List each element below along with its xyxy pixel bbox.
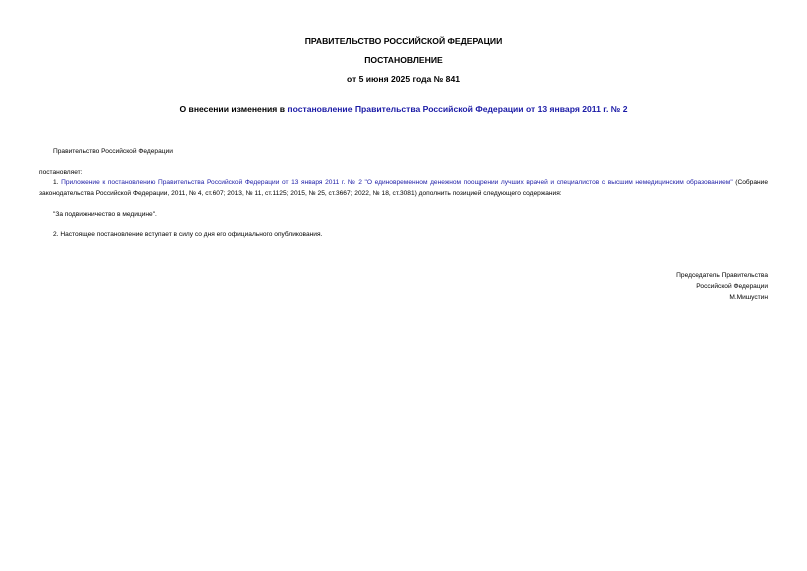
title-prefix: О внесении изменения в <box>179 104 288 114</box>
item-2-paragraph: 2. Настоящее постановление вступает в силу со дня его официального опубликования. <box>53 231 323 238</box>
government-text: Правительство Российской Федерации <box>53 148 173 155</box>
signature-name: М.Мишустин <box>729 294 768 301</box>
document-title <box>0 104 807 115</box>
signature-line-2: Российской Федерации <box>696 283 768 290</box>
item-1-rest: (Собрание законодательства Российской Федерации, 2011, № 4, ст.607; 2013, № 11, ст.1125; 2015, № 25, ст.3667; 2022, № 18, ст.3081) дополнить позицией следующего содержания: <box>39 179 768 197</box>
decrees-text: постановляет: <box>39 169 83 176</box>
header-org: ПРАВИТЕЛЬСТВО РОССИЙСКОЙ ФЕДЕРАЦИИ <box>304 36 503 46</box>
item-1-paragraph <box>39 177 768 199</box>
title-link[interactable]: постановление Правительства Российской Федерации от 13 января 2011 г. № 2 <box>287 104 628 114</box>
quote-text: "За подвижничество в медицине". <box>53 211 157 218</box>
header-doc-type: ПОСТАНОВЛЕНИЕ <box>364 55 443 65</box>
item-1-link[interactable]: Приложение к постановлению Правительства Российской Федерации от 13 января 2011 г. № 2 "О единовременном денежном поощрении лучших врачей и специалистов с высшим немедицинским образованием" <box>61 179 733 186</box>
header-date-number: от 5 июня 2025 года № 841 <box>346 74 461 84</box>
item-1-prefix: 1. <box>53 179 62 186</box>
signature-line-1: Председатель Правительства <box>676 272 768 279</box>
